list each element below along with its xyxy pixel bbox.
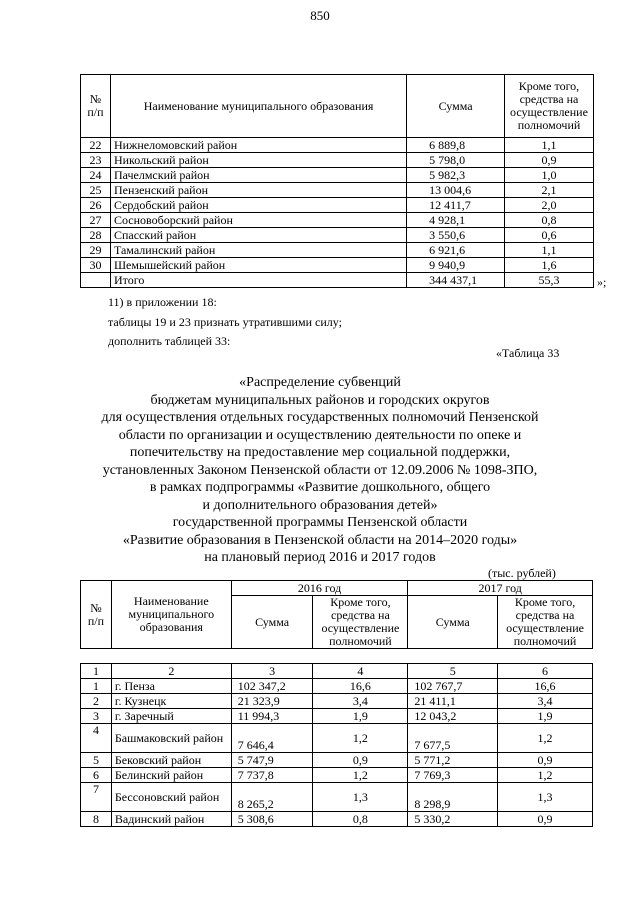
row-num: 4 [81,724,112,753]
paragraph-item-11: 11) в приложении 18: [108,295,217,309]
row-sum: 5 982,3 [407,168,505,183]
table-row [81,694,593,709]
row-extra: 2,1 [504,183,593,198]
table-row [81,168,594,183]
row-num: 28 [81,228,111,243]
row-sum: 6 889,8 [407,138,505,153]
table-row [81,783,593,812]
table-row [81,753,593,768]
row-name: Итого [110,273,406,288]
row-sum-2017: 7 677,5 [408,724,498,753]
title-line: области по организации и осуществлению деятельности по опеке и [118,427,522,443]
row-sum-2016: 7 646,4 [231,724,313,753]
row-num: 1 [81,679,112,694]
title-line: и дополнительного образования детей» [202,497,438,513]
row-sum-2016: 5 747,9 [231,753,313,768]
row-extra-2016: 1,2 [313,724,408,753]
row-name: Бессоновский район [111,783,231,812]
units-label: (тыс. рублей) [488,566,556,580]
column-number: 3 [231,664,313,679]
header-sum-2017: Сумма [408,596,498,649]
row-extra-2016: 0,8 [313,812,408,827]
column-number-row [81,664,593,679]
row-name: Белинский район [111,768,231,783]
row-sum: 4 928,1 [407,213,505,228]
table-row [81,213,594,228]
table-row [81,138,594,153]
row-num: 6 [81,768,112,783]
row-sum: 12 411,7 [407,198,505,213]
row-name: г. Заречный [111,709,231,724]
row-extra-2017: 1,3 [498,783,593,812]
row-name: Нижнеломовский район [110,138,406,153]
header-num: № п/п [81,75,111,138]
row-sum: 344 437,1 [407,273,505,288]
row-extra-2017: 16,6 [498,679,593,694]
table-title [60,374,580,567]
page-number: 850 [310,8,330,23]
row-num: 7 [81,783,112,812]
row-extra-2016: 1,2 [313,768,408,783]
row-sum-2016: 7 737,8 [231,768,313,783]
table-row [81,768,593,783]
row-name: Башмаковский район [111,724,231,753]
row-extra: 0,9 [504,153,593,168]
row-extra-2016: 1,9 [313,709,408,724]
row-extra: 2,0 [504,198,593,213]
row-extra: 0,8 [504,213,593,228]
row-name: г. Пенза [111,679,231,694]
table-row [81,243,594,258]
row-num: 8 [81,812,112,827]
row-extra-2017: 1,2 [498,768,593,783]
table-row [81,183,594,198]
title-line: бюджетам муниципальных районов и городских округов [150,392,490,408]
row-num: 23 [81,153,111,168]
row-sum: 13 004,6 [407,183,505,198]
row-sum: 3 550,6 [407,228,505,243]
table-row [81,679,593,694]
title-line: установленных Законом Пензенской области от 12.09.2006 № 1098-ЗПО, [102,462,538,478]
row-extra: 1,6 [504,258,593,273]
title-line: «Распределение субвенций [239,375,401,390]
header-year-2016: 2016 год [231,581,408,596]
row-sum-2017: 5 330,2 [408,812,498,827]
row-name: Вадинский район [111,812,231,827]
table-row [81,153,594,168]
row-name: Никольский район [110,153,406,168]
header-extra: Кроме того, средства на осуществление полномочий [504,75,593,138]
title-line: в рамках подпрограммы «Развитие дошкольного, общего [149,480,491,495]
header-num: № п/п [81,581,112,649]
row-name: Спасский район [110,228,406,243]
paragraph-add-table: дополнить таблицей 33: [108,334,231,348]
row-sum-2016: 8 265,2 [231,783,313,812]
row-num [81,273,111,288]
table2-body [81,664,593,827]
row-sum-2016: 21 323,9 [231,694,313,709]
row-name: Сердобский район [110,198,406,213]
row-sum: 6 921,6 [407,243,505,258]
closing-quote: »; [597,275,607,289]
row-extra-2017: 0,9 [498,753,593,768]
row-num: 22 [81,138,111,153]
row-extra: 1,1 [504,243,593,258]
title-line: «Развитие образования в Пензенской области на 2014–2020 годы» [122,532,518,548]
row-extra-2017: 1,9 [498,709,593,724]
row-extra: 1,0 [504,168,593,183]
subvention-table [80,580,593,827]
row-sum: 9 940,9 [407,258,505,273]
table-row [81,709,593,724]
table-row [81,258,594,273]
row-num: 24 [81,168,111,183]
table-row [81,198,594,213]
row-sum-2016: 5 308,6 [231,812,313,827]
title-line: попечительству на предоставление мер социальной поддержки, [129,445,511,460]
column-number: 2 [111,664,231,679]
row-sum-2017: 12 043,2 [408,709,498,724]
header-name: Наименование муниципального образования [111,581,231,649]
row-extra: 0,6 [504,228,593,243]
row-num: 5 [81,753,112,768]
row-extra: 1,1 [504,138,593,153]
row-extra-2017: 0,9 [498,812,593,827]
header-extra-2016: Кроме того, средства на осуществление полномочий [313,596,408,649]
row-extra-2017: 1,2 [498,724,593,753]
row-sum-2017: 8 298,9 [408,783,498,812]
row-extra-2016: 1,3 [313,783,408,812]
row-sum-2016: 11 994,3 [231,709,313,724]
header-sum-2016: Сумма [231,596,313,649]
column-number: 6 [498,664,593,679]
row-num: 3 [81,709,112,724]
title-line: на плановый период 2016 и 2017 годов [204,550,436,565]
column-number: 1 [81,664,112,679]
header-sum: Сумма [407,75,505,138]
row-num: 26 [81,198,111,213]
table1-body [81,138,594,288]
row-extra-2017: 3,4 [498,694,593,709]
table-row [81,273,594,288]
header-extra-2017: Кроме того, средства на осуществление полномочий [498,596,593,649]
row-num: 25 [81,183,111,198]
row-num: 30 [81,258,111,273]
continuation-table [80,74,594,288]
header-name: Наименование муниципального образования [110,75,406,138]
row-name: Пензенский район [110,183,406,198]
row-num: 29 [81,243,111,258]
row-extra-2016: 3,4 [313,694,408,709]
row-num: 2 [81,694,112,709]
title-line: для осуществления отдельных государственных полномочий Пензенской [101,410,539,425]
row-sum-2017: 21 411,1 [408,694,498,709]
row-name: Шемышейский район [110,258,406,273]
paragraph-tables-repealed: таблицы 19 и 23 признать утратившими силу; [108,315,342,329]
table-row [81,812,593,827]
table-row [81,228,594,243]
row-name: Сосновоборский район [110,213,406,228]
row-name: Бековский район [111,753,231,768]
title-line: государственной программы Пензенской области [172,515,468,530]
table-row [81,724,593,753]
header-year-2017: 2017 год [408,581,593,596]
row-sum: 5 798,0 [407,153,505,168]
row-name: Тамалинский район [110,243,406,258]
row-name: Пачелмский район [110,168,406,183]
row-num: 27 [81,213,111,228]
row-extra-2016: 0,9 [313,753,408,768]
row-extra-2016: 16,6 [313,679,408,694]
column-number: 5 [408,664,498,679]
row-name: г. Кузнецк [111,694,231,709]
column-number: 4 [313,664,408,679]
row-sum-2016: 102 347,2 [231,679,313,694]
row-extra: 55,3 [504,273,593,288]
row-sum-2017: 7 769,3 [408,768,498,783]
table-label: «Таблица 33 [496,346,560,360]
row-sum-2017: 5 771,2 [408,753,498,768]
row-sum-2017: 102 767,7 [408,679,498,694]
